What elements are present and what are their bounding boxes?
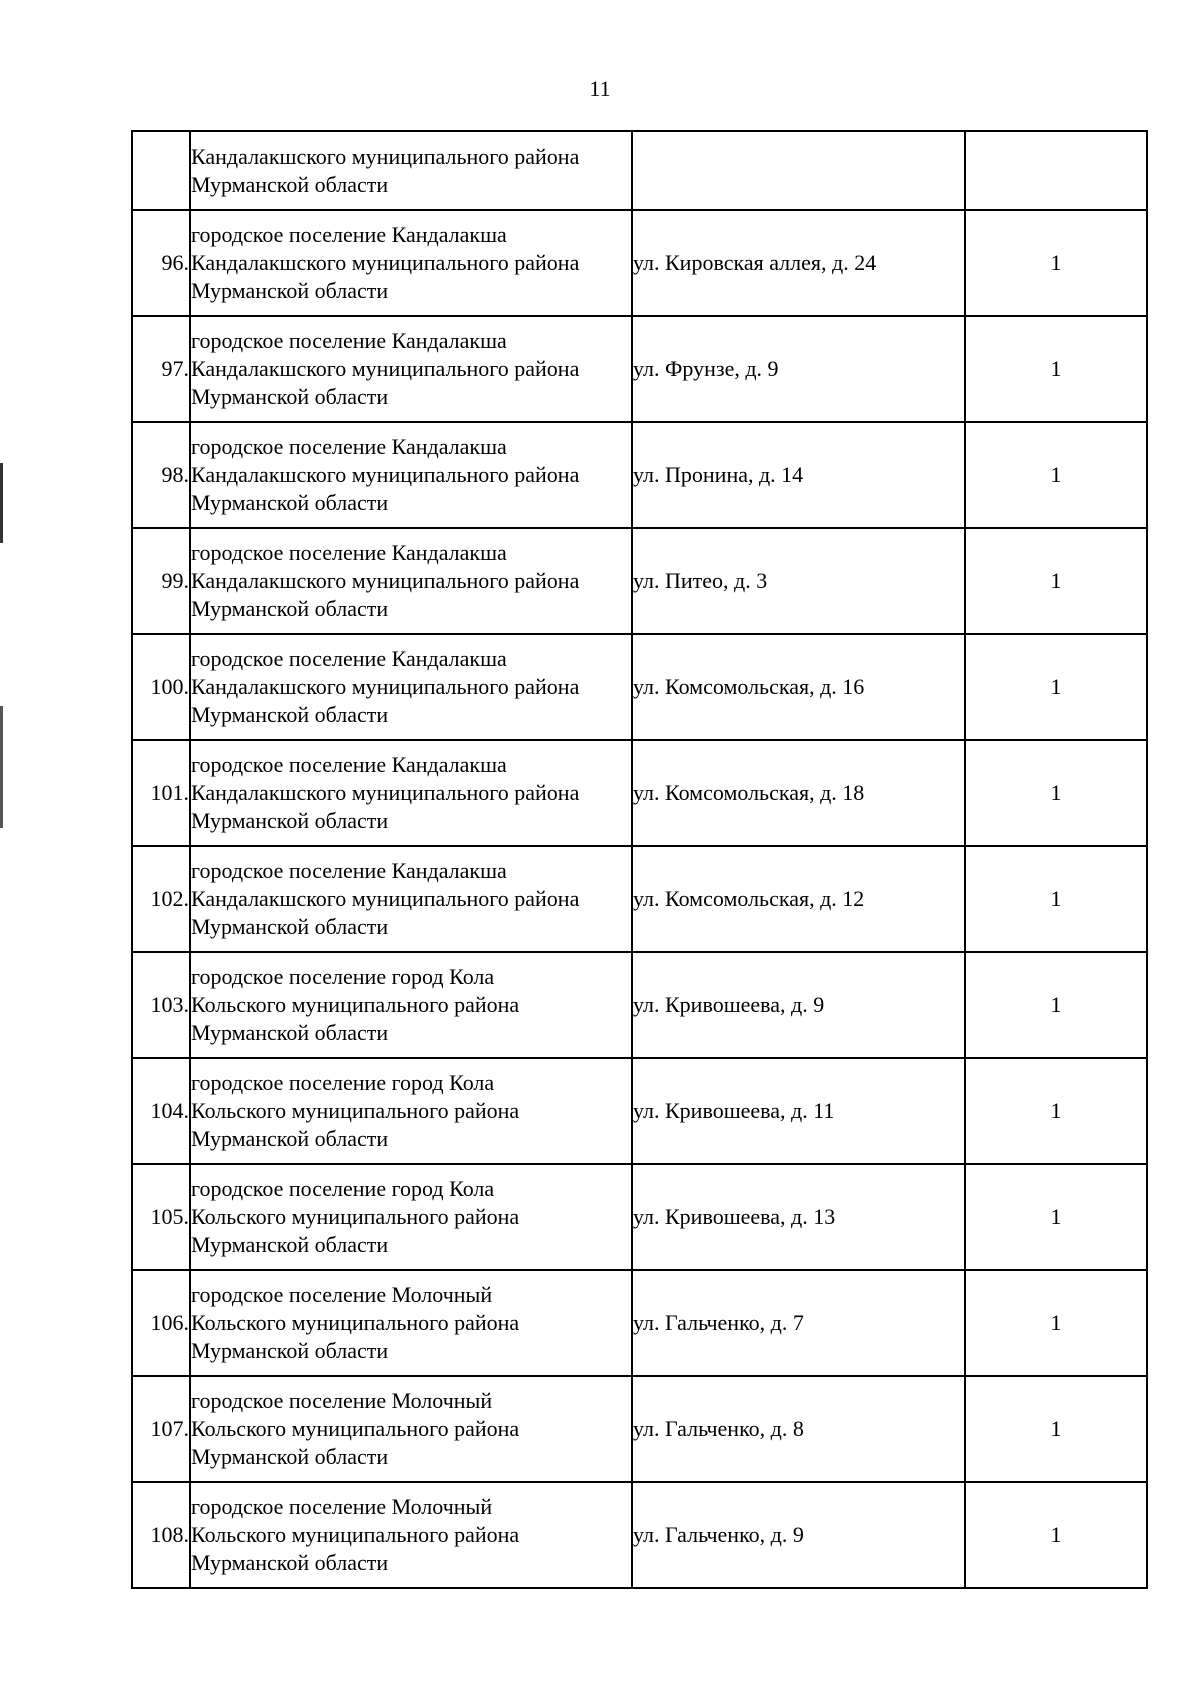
quantity-cell: 1 [965,1164,1147,1270]
table-row [132,1270,1147,1376]
municipality-cell [190,952,632,1058]
table-row [132,1058,1147,1164]
address-cell: ул. Комсомольская, д. 12 [632,846,965,952]
municipality-cell [190,422,632,528]
municipality-line: Мурманской области [191,490,389,515]
municipality-line: Мурманской области [191,1550,389,1575]
row-number-cell: 105. [132,1164,190,1270]
table-row [132,528,1147,634]
municipality-line: Кандалакшского муниципального района [191,462,580,487]
row-number-cell: 103. [132,952,190,1058]
municipality-line: Мурманской области [191,596,389,621]
quantity-cell: 1 [965,846,1147,952]
table-row [132,634,1147,740]
row-number-cell: 99. [132,528,190,634]
row-number-cell: 97. [132,316,190,422]
municipality-line: городское поселение Кандалакша [191,540,507,565]
municipality-line: Кольского муниципального района [191,1522,520,1547]
table-row [132,952,1147,1058]
address-cell: ул. Гальченко, д. 7 [632,1270,965,1376]
address-cell: ул. Комсомольская, д. 16 [632,634,965,740]
municipality-line: городское поселение Кандалакша [191,328,507,353]
address-table [131,130,1148,1589]
municipality-line: городское поселение Кандалакша [191,646,507,671]
address-cell: ул. Кировская аллея, д. 24 [632,210,965,316]
municipality-line: Кандалакшского муниципального района [191,568,580,593]
row-number-cell: 104. [132,1058,190,1164]
quantity-cell: 1 [965,1058,1147,1164]
municipality-line: Мурманской области [191,384,389,409]
quantity-cell: 1 [965,316,1147,422]
table-row [132,316,1147,422]
row-number-cell: 108. [132,1482,190,1588]
quantity-cell: 1 [965,1376,1147,1482]
quantity-cell: 1 [965,528,1147,634]
quantity-cell: 1 [965,1270,1147,1376]
municipality-line: Мурманской области [191,1020,389,1045]
table-row [132,422,1147,528]
address-cell: ул. Кривошеева, д. 11 [632,1058,965,1164]
row-number-cell: 102. [132,846,190,952]
quantity-cell: 1 [965,952,1147,1058]
row-number-cell: 107. [132,1376,190,1482]
row-number-cell: 106. [132,1270,190,1376]
municipality-line: Кольского муниципального района [191,1098,520,1123]
municipality-cell [190,740,632,846]
address-cell: ул. Гальченко, д. 9 [632,1482,965,1588]
address-cell: ул. Гальченко, д. 8 [632,1376,965,1482]
municipality-cell [190,210,632,316]
municipality-line: Мурманской области [191,808,389,833]
address-cell: ул. Фрунзе, д. 9 [632,316,965,422]
municipality-line: Кольского муниципального района [191,1310,520,1335]
municipality-line: Кандалакшского муниципального района [191,674,580,699]
municipality-line: Кандалакшского муниципального района [191,886,580,911]
municipality-cell [190,528,632,634]
municipality-line: городское поселение город Кола [191,964,495,989]
municipality-line: Кандалакшского муниципального района [191,143,580,169]
address-cell: ул. Питео, д. 3 [632,528,965,634]
municipality-cell [190,1376,632,1482]
municipality-cell [190,846,632,952]
municipality-line: городское поселение Кандалакша [191,222,507,247]
municipality-cell [190,634,632,740]
quantity-cell: 1 [965,634,1147,740]
municipality-line: Мурманской области [191,914,389,939]
quantity-cell: 1 [965,210,1147,316]
municipality-line: городское поселение Молочный [191,1494,493,1519]
table-body [132,131,1147,1588]
table-row [132,846,1147,952]
municipality-line: Мурманской области [191,1338,389,1363]
address-cell: ул. Комсомольская, д. 18 [632,740,965,846]
municipality-line: Кольского муниципального района [191,992,520,1017]
table-row-continuation [132,131,1147,210]
municipality-line: Кольского муниципального района [191,1204,520,1229]
municipality-line: Мурманской области [191,278,389,303]
municipality-line: городское поселение город Кола [191,1070,495,1095]
table-row [132,1376,1147,1482]
municipality-line: городское поселение Кандалакша [191,752,507,777]
municipality-cell [190,131,632,210]
municipality-line: городское поселение Кандалакша [191,858,507,883]
scan-edge-mark [0,463,3,543]
address-cell: ул. Пронина, д. 14 [632,422,965,528]
municipality-line: городское поселение город Кола [191,1176,495,1201]
address-cell: ул. Кривошеева, д. 13 [632,1164,965,1270]
quantity-cell: 1 [965,422,1147,528]
municipality-line: Кандалакшского муниципального района [191,250,580,275]
municipality-line: Мурманской области [191,1232,389,1257]
municipality-line: Мурманской области [191,1444,389,1469]
municipality-line: Кандалакшского муниципального района [191,780,580,805]
row-number-cell [132,131,190,210]
table-row [132,1164,1147,1270]
municipality-cell [190,1058,632,1164]
address-cell [632,131,965,210]
table-row [132,1482,1147,1588]
municipality-line: Кольского муниципального района [191,1416,520,1441]
row-number-cell: 96. [132,210,190,316]
quantity-cell: 1 [965,1482,1147,1588]
table-row [132,740,1147,846]
municipality-line: городское поселение Кандалакша [191,434,507,459]
municipality-line: Мурманской области [191,1126,389,1151]
municipality-line: городское поселение Молочный [191,1388,493,1413]
row-number-cell: 100. [132,634,190,740]
municipality-cell [190,1164,632,1270]
address-cell: ул. Кривошеева, д. 9 [632,952,965,1058]
municipality-line: городское поселение Молочный [191,1282,493,1307]
scan-edge-mark [0,706,3,828]
municipality-cell [190,1270,632,1376]
row-number-cell: 101. [132,740,190,846]
municipality-cell [190,316,632,422]
row-number-cell: 98. [132,422,190,528]
municipality-line: Мурманской области [191,171,389,197]
municipality-line: Кандалакшского муниципального района [191,356,580,381]
quantity-cell: 1 [965,740,1147,846]
quantity-cell [965,131,1147,210]
table-row [132,210,1147,316]
page-number: 11 [589,76,611,101]
municipality-cell [190,1482,632,1588]
municipality-line: Мурманской области [191,702,389,727]
